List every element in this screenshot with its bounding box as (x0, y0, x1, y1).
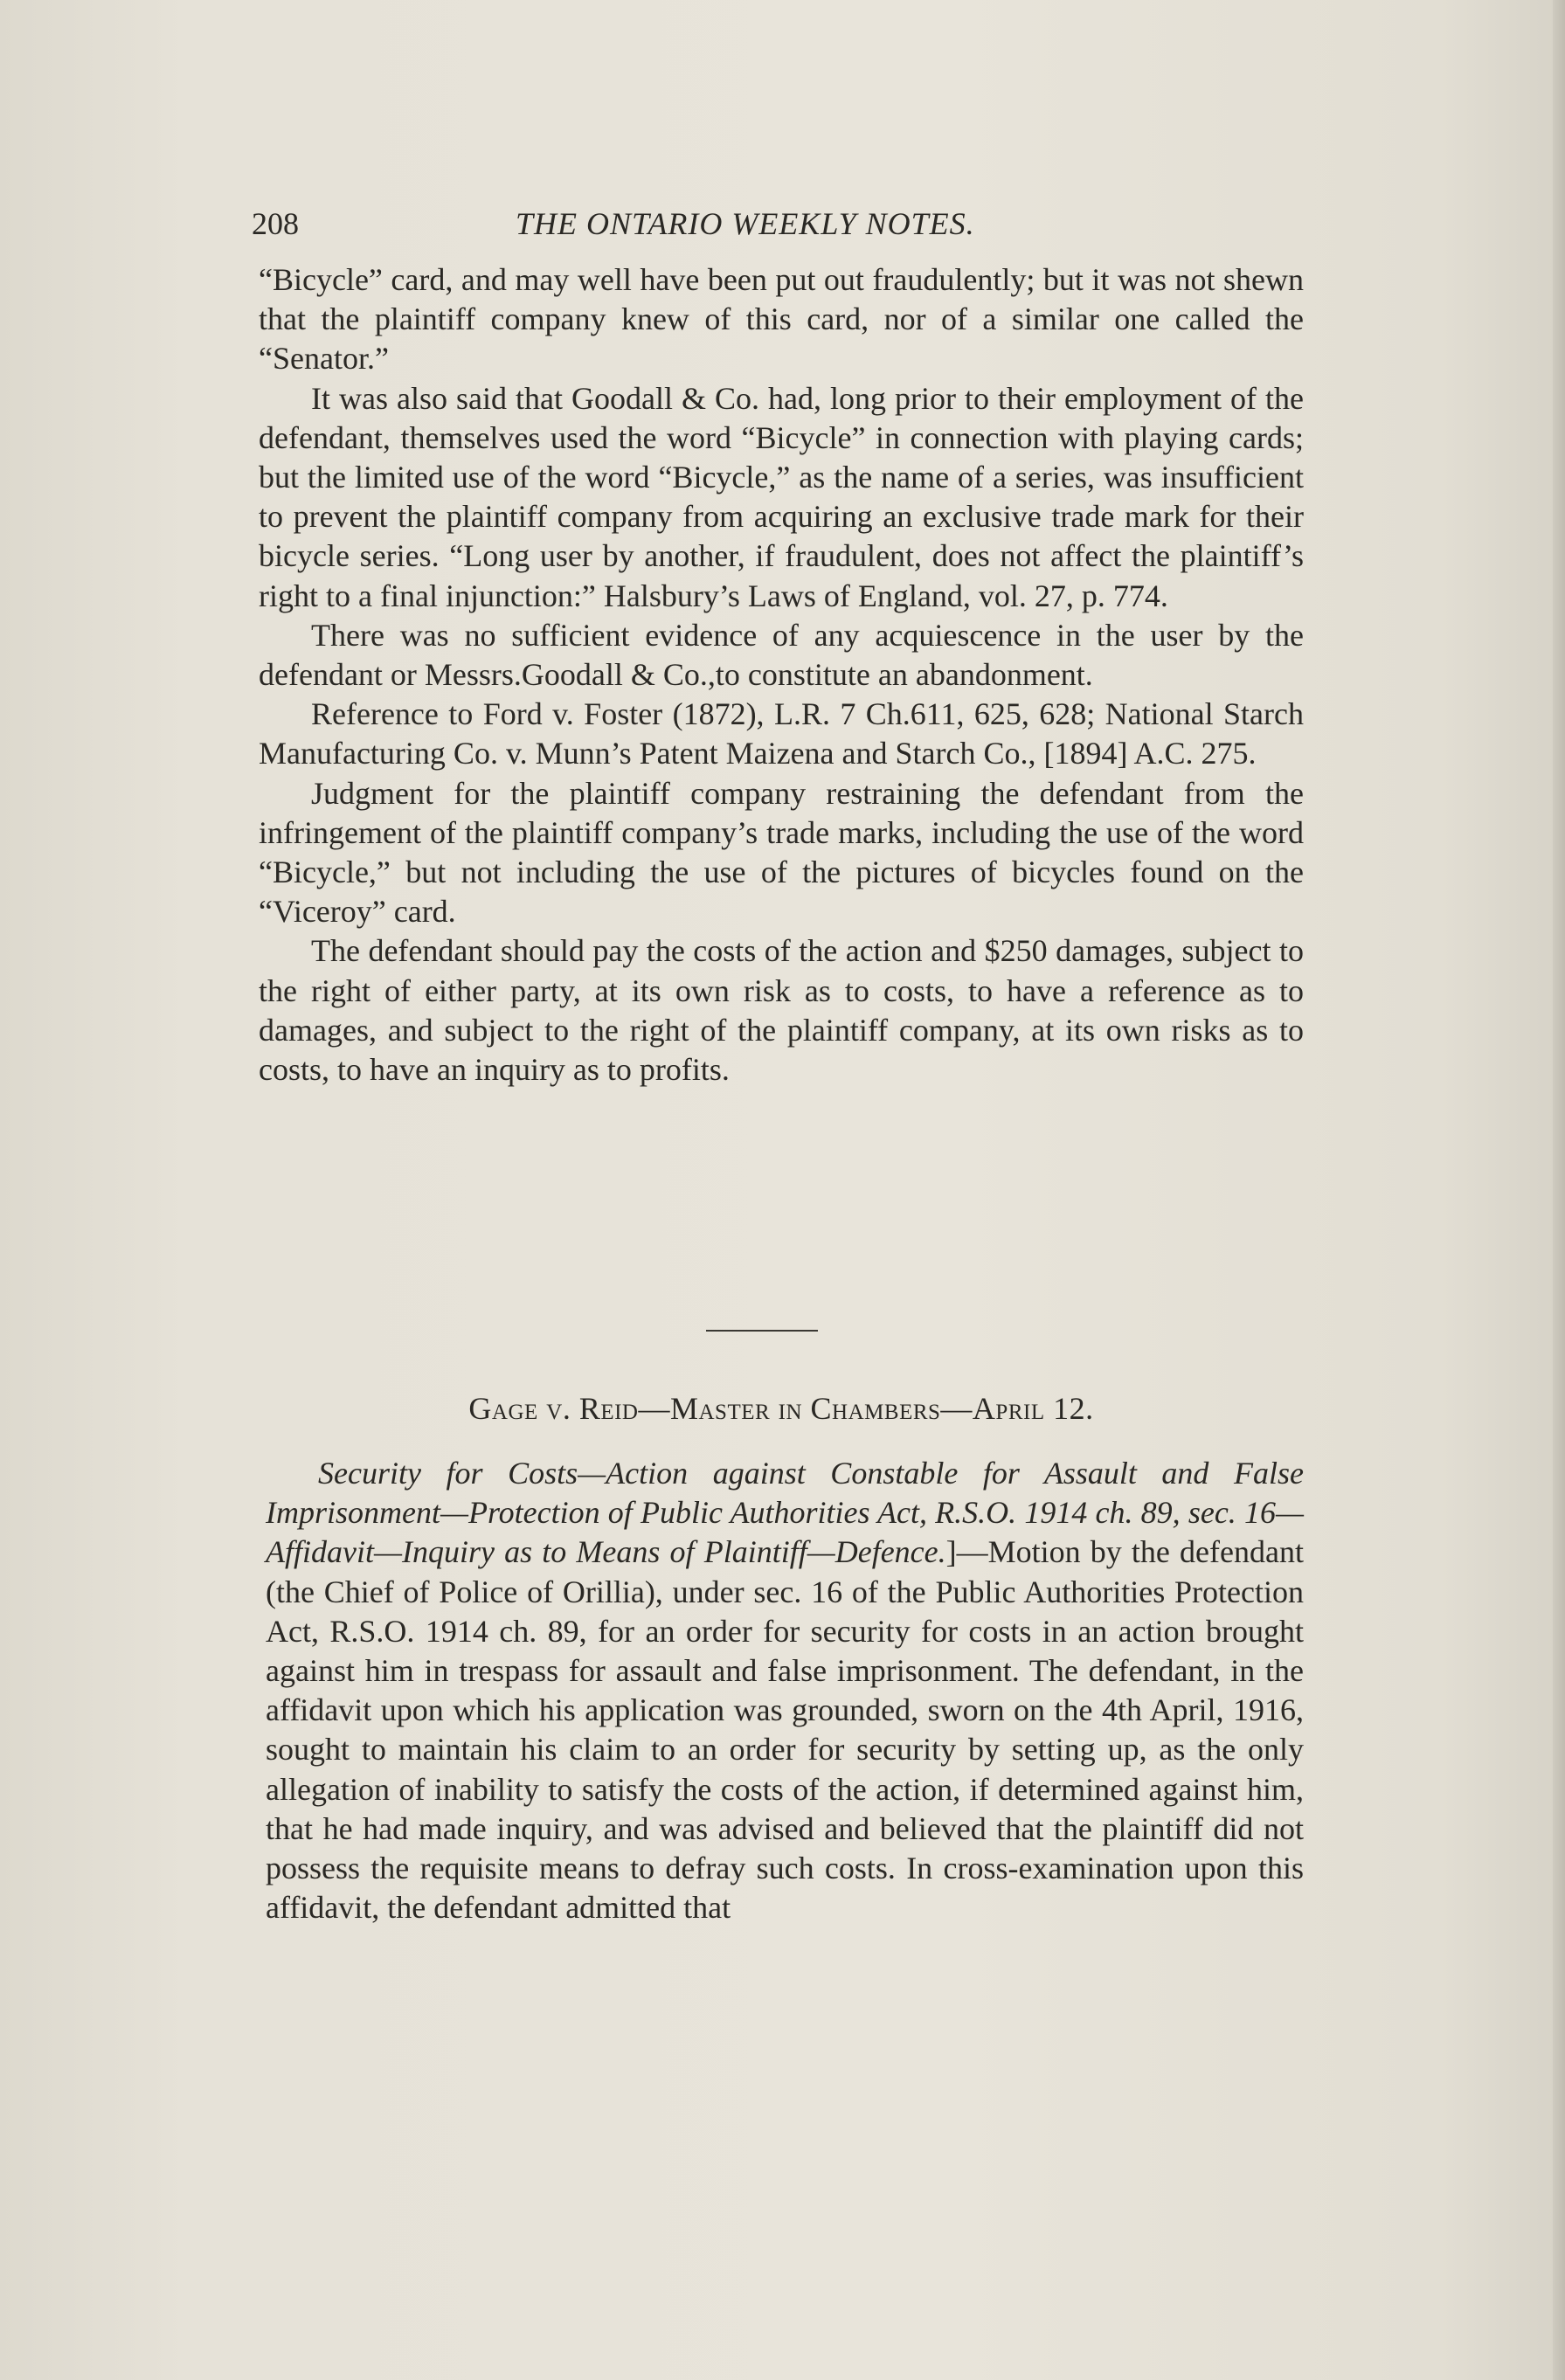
page-edge-shadow (1553, 0, 1565, 2380)
section-divider (706, 1330, 818, 1332)
paragraph: It was also said that Goodall & Co. had, long prior to their employment of the defendant, themselves used the word “Bicycle” in connection with playing cards; but the limited use of the word “Bicycle,” as the name of a series, was insufficient to prevent the plaintiff company from acquiring an exclusive trade mark for their bicycle series. “Long user by another, if fraudulent, does not affect the plaintiff’s right to a final injunction:” Halsbury’s Laws of England, vol. 27, p. 774. (259, 380, 1304, 613)
case-body: ]—Motion by the defendant (the Chief of Police of Orillia), under sec. 16 of the Public Authorities Protection Act, R.S.O. 1914 ch. 89, for an order for security for costs in an action brought against him in trespass for assault and false imprisonment. The defendant, in the affidavit upon which his application was grounded, sworn on the 4th April, 1916, sought to maintain his claim to an order for security by setting up, as the only allegation of inability to satisfy the costs of the action, if determined against him, that he had made inquiry, and was advised and believed that the plaintiff did not possess the requisite means to defray such costs. In cross-examination upon this affidavit, the defendant admitted that (266, 1534, 1304, 1926)
paragraph: Judgment for the plaintiff company restraining the defendant from the infringement of the plaintiff company’s trade marks, including the use of the word “Bicycle,” but not including the use of the pictures of bicycles found on the “Viceroy” card. (259, 775, 1304, 930)
paragraph: The defendant should pay the costs of the action and $250 damages, subject to the right of either party, at its own risk as to costs, to have a reference as to damages, and subject to the right of the plaintiff company, at its own risks as to costs, to have an inquiry as to profits. (259, 933, 1304, 1088)
running-head: THE ONTARIO WEEKLY NOTES. (516, 206, 975, 241)
page-header (252, 199, 1309, 248)
paragraph: Reference to Ford v. Foster (1872), L.R. 7 Ch.611, 625, 628; National Starch Manufacturing Co. v. Munn’s Patent Maizena and Starch Co., [1894] A.C. 275. (259, 696, 1304, 771)
case-paragraph (266, 1454, 1304, 1927)
paragraph: There was no sufficient evidence of any acquiescence in the user by the defendant or Messrs.Goodall & Co.,to constitute an abandonment. (259, 617, 1304, 693)
case-heading: Gage v. Reid—Master in Chambers—April 12. (468, 1391, 1094, 1426)
paragraph: “Bicycle” card, and may well have been put out fraudulently; but it was not shewn that the plaintiff company knew of this card, nor of a similar one called the “Senator.” (259, 262, 1304, 377)
case-text (266, 1454, 1304, 1927)
body-text (259, 260, 1304, 1090)
page-number: 208 (252, 206, 299, 241)
headnote: Security for Costs—Action against Constable for Assault and False Imprisonment—Protection of Public Authorities Act, R.S.O. 1914 ch. 89, sec. 16—Affidavit—Inquiry as to Means of Plaintiff—Defence. (266, 1456, 1304, 1570)
